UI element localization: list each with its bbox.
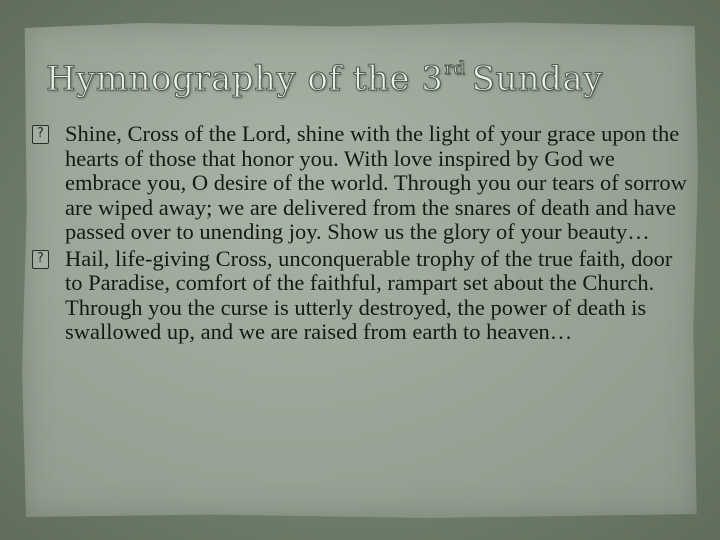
missing-glyph-bullet-icon: ? [32,250,49,269]
title-after: Sunday [471,59,603,99]
paragraph-text: Shine, Cross of the Lord, shine with the light of your grace upon the hearts of those that honor you. With love inspired by God we embrace you, O desire of the world. Through you our tears of sorrow are wiped away; we are delivered from the snares of death and have passed over to unending joy. Show us the glory of your beauty… [65,121,687,244]
title-superscript: rd [444,58,466,79]
missing-glyph-bullet-icon: ? [32,125,49,144]
paragraph-text: Hail, life-giving Cross, unconquerable trophy of the true faith, door to Paradise, comfort of the faithful, rampart set about the Church. Through you the curse is utterly destroyed, the power of death is swallowed up, and we are raised from earth to heaven… [65,245,673,344]
slide-body [32,122,690,347]
title-main: Hymnography of the 3 [46,59,444,99]
slide-title [46,58,603,99]
hymn-paragraph-2 [32,247,690,345]
hymn-paragraph-1 [32,122,690,245]
